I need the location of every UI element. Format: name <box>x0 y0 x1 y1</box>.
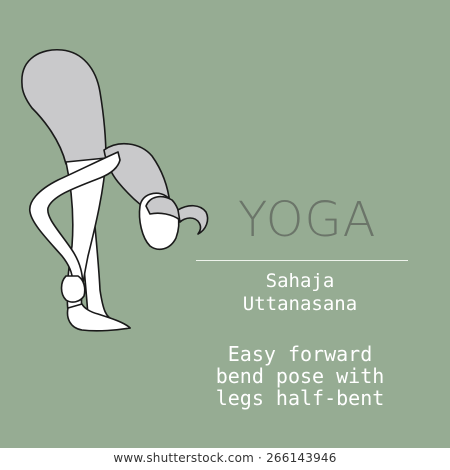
divider-line <box>196 260 408 261</box>
pose-name-line-2: Uttanasana <box>242 293 358 315</box>
pose-name-line-1: Sahaja <box>265 270 335 292</box>
ponytail <box>178 206 208 234</box>
hand <box>62 276 85 302</box>
description-line-3: legs half-bent <box>215 386 385 410</box>
pose-description <box>180 343 420 409</box>
title-yoga: YOGA <box>238 192 377 248</box>
description-line-2: bend pose with <box>215 364 385 388</box>
pose-name <box>190 270 410 316</box>
watermark-text: www.shutterstock.com · 266143946 <box>113 451 337 465</box>
footer-bar <box>0 448 450 470</box>
leggings <box>22 50 106 164</box>
description-line-1: Easy forward <box>227 342 373 366</box>
